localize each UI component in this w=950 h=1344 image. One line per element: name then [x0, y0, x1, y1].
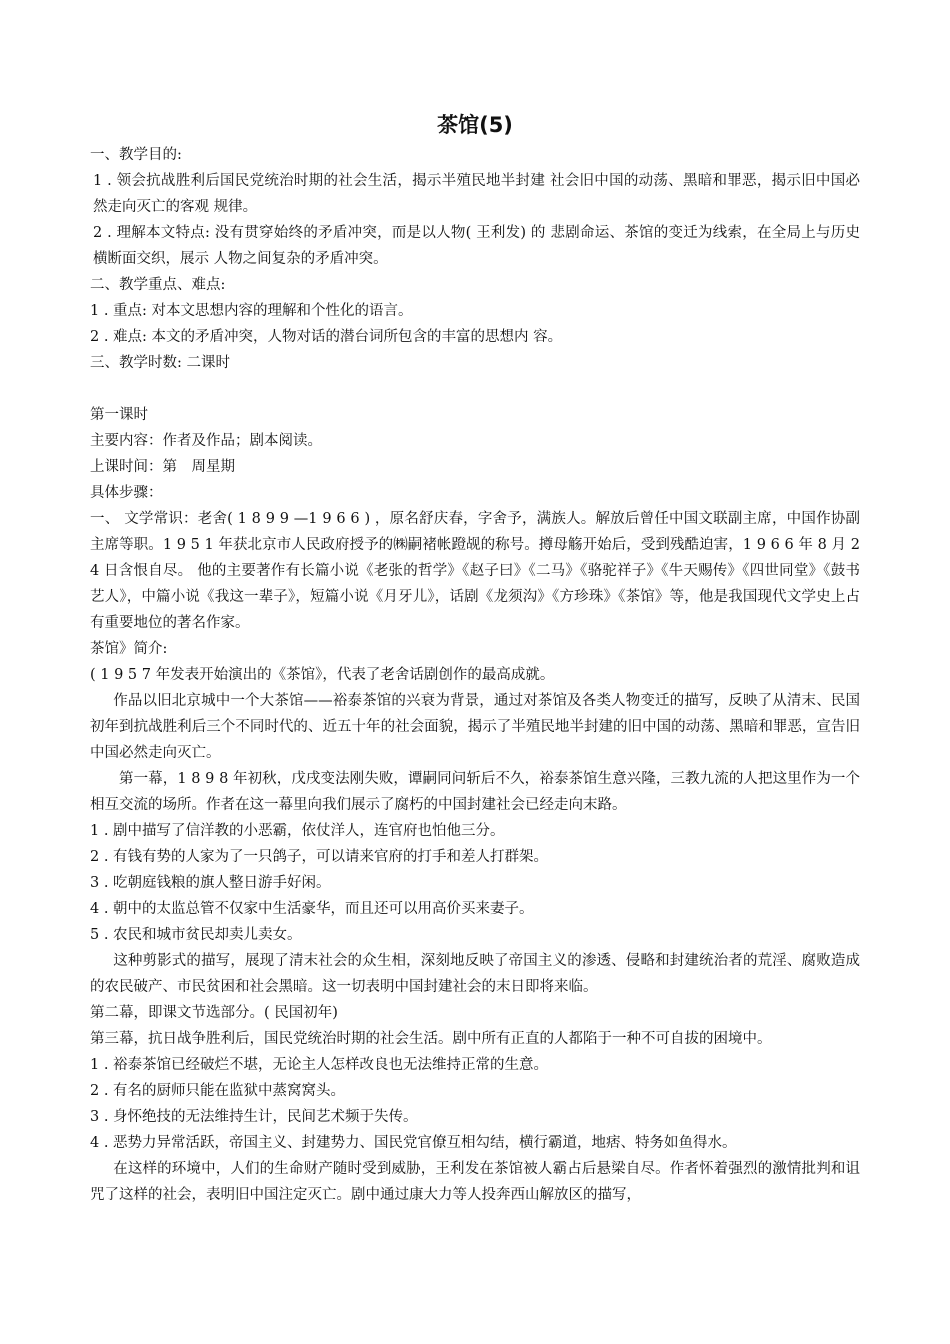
- act-one-item-2: 2 . 有钱有势的人家为了一只鸽子，可以请来官府的打手和差人打群架。: [90, 849, 549, 865]
- act-one-item-3: 3 . 吃朝庭钱粮的旗人整日游手好闲。: [90, 875, 331, 891]
- act-two-line: 第二幕，即课文节选部分。( 民国初年): [90, 1005, 338, 1021]
- author-paragraph: 一、 文学常识：老舍( 1 8 9 9 —1 9 6 6 ) ，原名舒庆春，字舍予，满族人。解放后曾任中国文联副主席，中国作协副主席等职。1 9 5 1 年获北京市人民政府授予的㈱嗣褚帐蹬觇的称号。撙母觞开始后，受到残酷迫害，1 9 6 6 年 8 月 2 4 日含恨自尽。 他的主要著作有长篇小说《老张的哲学》《赵子曰》《二马》《骆驼祥子》《牛天赐传》《四世同堂》《鼓书艺人》，中篇小说《我这一辈子》，短篇小说《月牙儿》，话剧《龙须沟》《方珍珠》《茶馆》等，他是我国现代文学史上占有重要地位的著名作家。: [90, 511, 860, 631]
- intro-line: ( 1 9 5 7 年发表开始演出的《茶馆》，代表了老舍话剧创作的最高成就。: [90, 667, 555, 683]
- act-one-paragraph: 第一幕，1 8 9 8 年初秋，戊戌变法刚失败，谭嗣同问斩后不久，裕泰茶馆生意兴隆，三教九流的人把这里作为一个相互交流的场所。作者在这一幕里向我们展示了腐朽的中国封建社会已经走向末路。: [90, 771, 860, 813]
- act-three-paragraph: 第三幕，抗日战争胜利后，国民党统治时期的社会生活。剧中所有正直的人都陷于一种不可自拔的困境中。: [90, 1031, 772, 1047]
- act-one-item-5: 5 . 农民和城市贫民却卖儿卖女。: [90, 927, 302, 943]
- act-one-item-1: 1 . 剧中描写了信洋教的小恶霸，依仗洋人，连官府也怕他三分。: [90, 823, 505, 839]
- steps-heading: 具体步骤：: [90, 485, 163, 501]
- intro-heading: 茶馆》简介:: [90, 641, 168, 657]
- section-heading-hours: 三、教学时数: 二课时: [90, 355, 230, 371]
- main-content-line: 主要内容：作者及作品；剧本阅读。: [90, 433, 322, 449]
- document-page: [90, 108, 860, 1208]
- blank-line: [90, 376, 860, 402]
- document-title: 茶馆(5): [437, 113, 513, 137]
- section-heading-objectives: 一、教学目的:: [90, 147, 182, 163]
- class-time-line: 上课时间：第 周星期: [90, 459, 235, 475]
- act-three-item-4: 4 . 恶势力异常活跃，帝国主义、封建势力、国民党官僚互相勾结，横行霸道，地痞、特务如鱼得水。: [90, 1135, 737, 1151]
- act-one-summary: 这种剪影式的描写，展现了清末社会的众生相，深刻地反映了帝国主义的渗透、侵略和封建统治者的荒淫、腐败造成的农民破产、市民贫困和社会黑暗。这一切表明中国封建社会的末日即将来临。: [90, 953, 860, 995]
- act-one-item-4: 4 . 朝中的太监总管不仅家中生活豪华，而且还可以用高价买来妻子。: [90, 901, 534, 917]
- section-heading-key-points: 二、教学重点、难点:: [90, 277, 226, 293]
- act-three-item-3: 3 . 身怀绝技的无法维持生计，民间艺术频于失传。: [90, 1109, 418, 1125]
- objective-item-2: 2 . 理解本文特点: 没有贯穿始终的矛盾冲突，而是以人物( 王利发) 的 悲剧命运、茶馆的变迁为线索，在全局上与历史横断面交织，展示 人物之间复杂的矛盾冲突。: [93, 225, 860, 267]
- act-three-item-1: 1 . 裕泰茶馆已经破烂不堪，无论主人怎样改良也无法维持正常的生意。: [90, 1057, 549, 1073]
- key-point-2: 2 . 难点: 本文的矛盾冲突，人物对话的潜台词所包含的丰富的思想内 容。: [90, 329, 563, 345]
- closing-paragraph: 在这样的环境中，人们的生命财产随时受到威胁，王利发在茶馆被人霸占后悬梁自尽。作者怀着强烈的激情批判和诅咒了这样的社会，表明旧中国注定灭亡。剧中通过康大力等人投奔西山解放区的描写，: [90, 1161, 860, 1203]
- summary-paragraph: 作品以旧北京城中一个大茶馆——裕泰茶馆的兴衰为背景，通过对茶馆及各类人物变迁的描写，反映了从清末、民国初年到抗战胜利后三个不同时代的、近五十年的社会面貌，揭示了半殖民地半封建的旧中国的动荡、黑暗和罪恶，宣告旧中国必然走向灭亡。: [90, 693, 860, 761]
- key-point-1: 1 . 重点: 对本文思想内容的理解和个性化的语言。: [90, 303, 413, 319]
- objective-item-1: 1 . 领会抗战胜利后国民党统治时期的社会生活，揭示半殖民地半封建 社会旧中国的动荡、黑暗和罪恶，揭示旧中国必然走向灭亡的客观 规律。: [93, 173, 860, 215]
- lesson-heading: 第一课时: [90, 407, 148, 423]
- act-three-item-2: 2 . 有名的厨师只能在监狱中蒸窝窝头。: [90, 1083, 346, 1099]
